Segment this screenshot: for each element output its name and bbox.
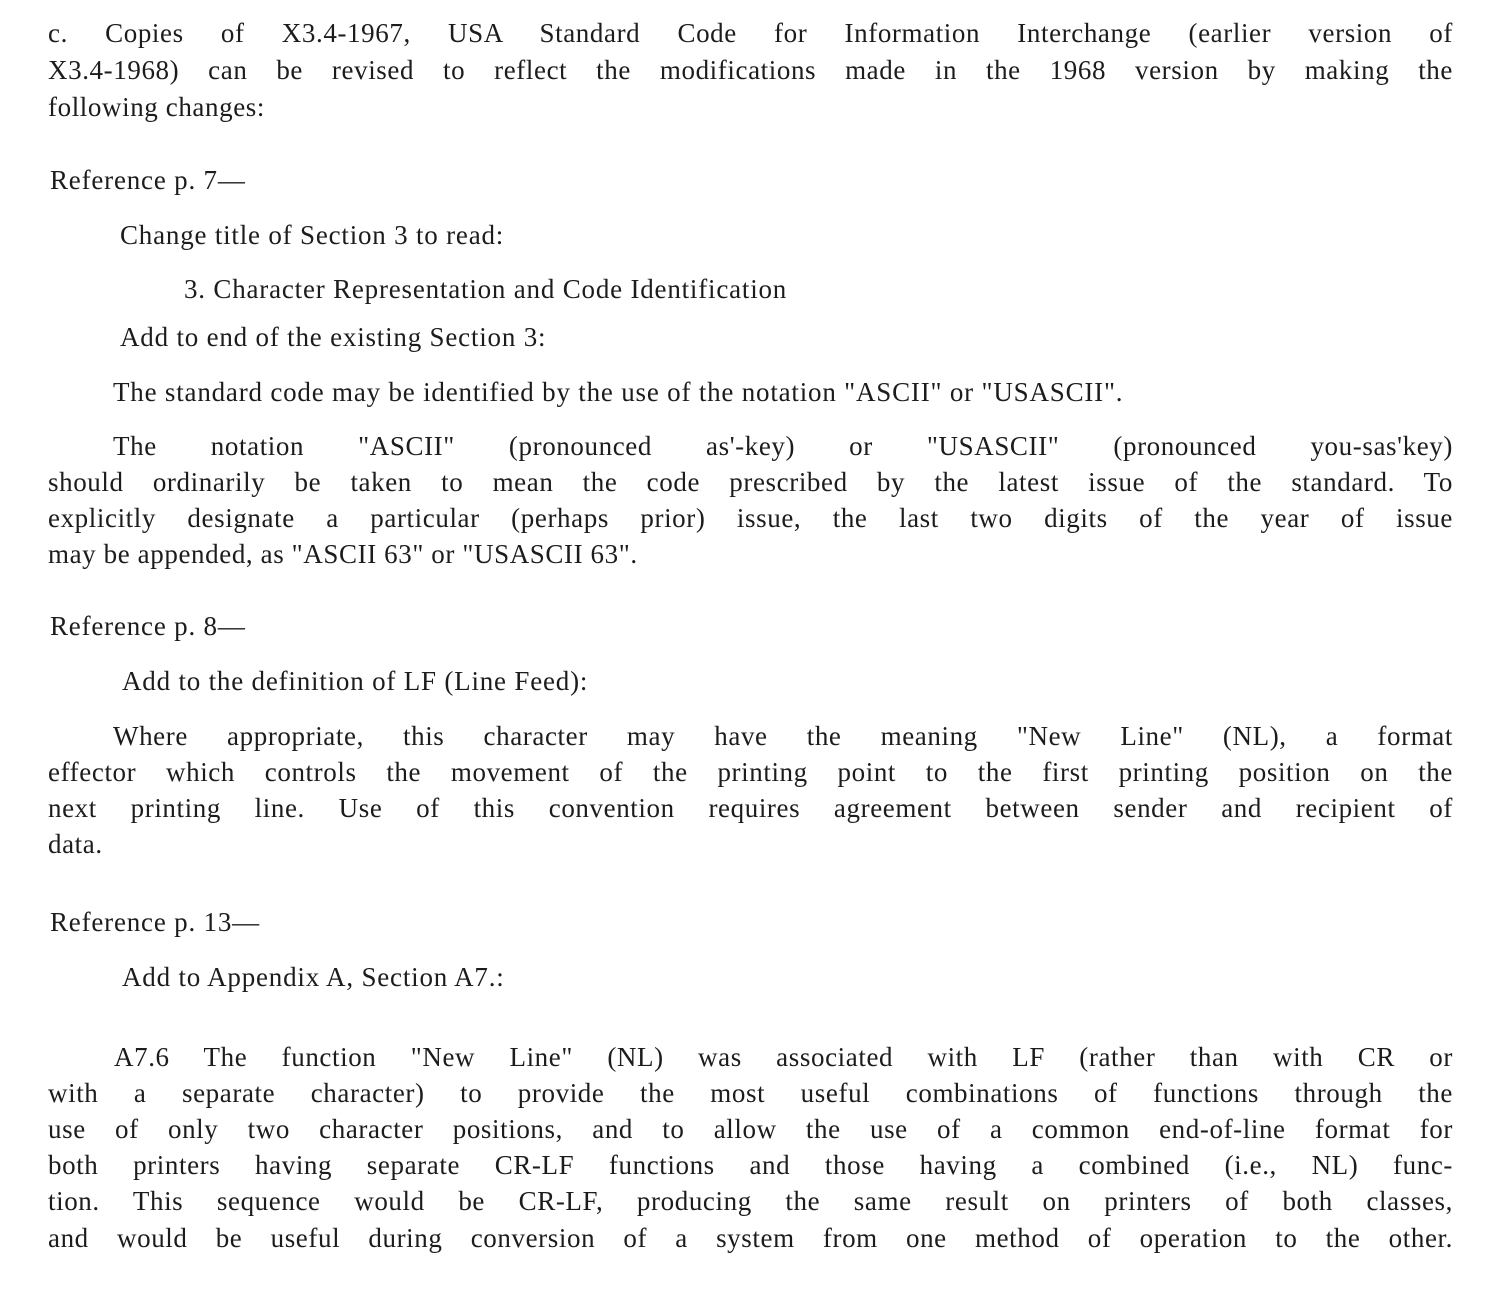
ref7-para2-line-2: should ordinarily be taken to mean the code prescribed by the latest issue of the standard. To (48, 467, 1453, 497)
ref8-para-line-2: effector which controls the movement of the printing point to the first printing position on the (48, 757, 1453, 787)
ref8-heading: Reference p. 8— (50, 611, 246, 641)
ref8-instruction: Add to the definition of LF (Line Feed): (122, 666, 589, 696)
ref7-para2-line-3: explicitly designate a particular (perhaps prior) issue, the last two digits of the year of issue (48, 503, 1453, 533)
ref7-instruction-change-title: Change title of Section 3 to read: (120, 220, 505, 250)
ref8-para-line-3: next printing line. Use of this convention requires agreement between sender and recipient of (48, 793, 1453, 823)
ref13-para-line-6: and would be useful during conversion of a system from one method of operation to the other. (48, 1223, 1453, 1253)
ref8-para-line-1: Where appropriate, this character may have the meaning "New Line" (NL), a format (113, 721, 1453, 751)
ref7-para2-line-1: The notation "ASCII" (pronounced as'-key) or "USASCII" (pronounced you-sas'key) (113, 431, 1453, 461)
intro-line-2: X3.4-1968) can be revised to reflect the modifications made in the 1968 version by making the (48, 55, 1453, 85)
ref7-identification-sentence: The standard code may be identified by the use of the notation "ASCII" or "USASCII". (113, 377, 1124, 407)
ref7-para2-line-4: may be appended, as "ASCII 63" or "USASCII 63". (48, 539, 638, 569)
ref8-para-line-4: data. (48, 829, 103, 859)
ref13-para-line-2: with a separate character) to provide the most useful combinations of functions through the (48, 1078, 1453, 1108)
ref13-instruction: Add to Appendix A, Section A7.: (122, 962, 505, 992)
ref7-new-section-title: 3. Character Representation and Code Identification (184, 274, 788, 304)
ref7-instruction-add-to-end: Add to end of the existing Section 3: (120, 322, 547, 352)
ref13-para-line-5: tion. This sequence would be CR-LF, producing the same result on printers of both classes, (48, 1186, 1453, 1216)
ref13-para-line-1: A7.6 The function "New Line" (NL) was associated with LF (rather than with CR or (114, 1042, 1453, 1072)
intro-line-1: c. Copies of X3.4-1967, USA Standard Code for Information Interchange (earlier version of (48, 18, 1453, 48)
intro-line-3: following changes: (48, 92, 266, 122)
ref13-heading: Reference p. 13— (50, 907, 260, 937)
ref13-para-line-3: use of only two character positions, and to allow the use of a common end-of-line format for (48, 1114, 1453, 1144)
ref13-para-line-4: both printers having separate CR-LF functions and those having a combined (i.e., NL) func- (48, 1150, 1453, 1180)
ref7-heading: Reference p. 7— (50, 165, 246, 195)
